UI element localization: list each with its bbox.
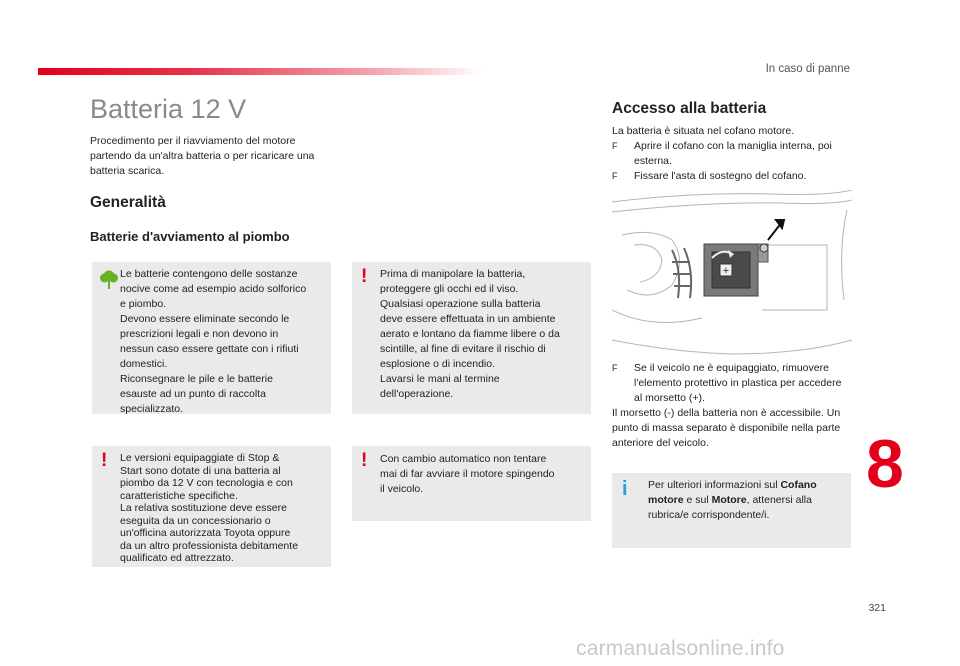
info-icon: i bbox=[622, 478, 628, 500]
bullet-icon: F bbox=[612, 141, 618, 151]
intro-text: Procedimento per il riavviamento del motore partendo da un'altra batteria o per ricaricare una batteria scarica. bbox=[90, 135, 315, 177]
bullet-icon: F bbox=[612, 363, 618, 373]
header-accent-bar bbox=[38, 68, 483, 75]
recycle-icon bbox=[99, 267, 119, 291]
bullet-icon: F bbox=[612, 171, 618, 181]
page-number: 321 bbox=[868, 602, 886, 614]
plus-terminal-label: + bbox=[722, 265, 730, 277]
stopstart-note-text: Le versioni equipaggiate di Stop & Start sono dotate di una batteria al piombo da 12 V con tecnologia e con caratteristiche specifiche. La relativa sostituzione deve essere eseguita da un concessionario o un'officina autorizzata Toyota oppure da un altro professionista debitamente qualificato ed attrezzato. bbox=[120, 452, 299, 564]
recycle-note-text: Le batterie contengono delle sostanze nocive come ad esempio acido solforico e piombo. Devono essere eliminate secondo le prescrizioni legali e non devono in nessun caso essere gettate con i rifiuti domestici. Riconsegnare le pile e le batterie esauste ad un punto di raccolta specializzato. bbox=[120, 268, 307, 415]
step-open-bonnet bbox=[612, 139, 852, 169]
warning-icon: ! bbox=[361, 266, 368, 287]
step-open-bonnet-text: Aprire il cofano con la maniglia interna, poi esterna. bbox=[634, 140, 832, 167]
ground-point-note: Il morsetto (-) della batteria non è accessibile. Un punto di massa separato è disponibile nella parte anteriore del veicolo. bbox=[612, 407, 841, 449]
step-fix-rod bbox=[612, 169, 852, 184]
heading-generalita: Generalità bbox=[90, 194, 166, 211]
section-title: In caso di panne bbox=[765, 63, 850, 75]
battery-location-text: La batteria è situata nel cofano motore. bbox=[612, 125, 795, 137]
warning-icon: ! bbox=[361, 450, 368, 471]
terminal-instructions bbox=[612, 361, 852, 451]
info-box bbox=[612, 473, 851, 548]
automatic-gearbox-text: Con cambio automatico non tentare mai di far avviare il motore spingendo il veicolo. bbox=[380, 453, 555, 495]
automatic-gearbox-box bbox=[352, 446, 591, 521]
warning-icon: ! bbox=[101, 450, 108, 471]
chapter-number: 8 bbox=[866, 426, 904, 502]
page-title: Batteria 12 V bbox=[90, 94, 247, 124]
step-fix-rod-text: Fissare l'asta di sostegno del cofano. bbox=[634, 170, 807, 182]
engine-bay-illustration bbox=[612, 190, 852, 355]
recycle-note-box bbox=[92, 262, 331, 414]
step-remove-cover-text: Se il veicolo ne è equipaggiato, rimuovere l'elemento protettivo in plastica per accedere al morsetto (+). bbox=[634, 362, 842, 404]
stopstart-note-box bbox=[92, 446, 331, 567]
step-remove-cover bbox=[612, 361, 852, 406]
watermark: carmanualsonline.info bbox=[576, 637, 785, 660]
heading-accesso-batteria: Accesso alla batteria bbox=[612, 100, 767, 117]
info-text: Per ulteriori informazioni sul Cofano motore e sul Motore, attenersi alla rubrica/e corrispondente/i. bbox=[648, 479, 817, 521]
safety-warning-box bbox=[352, 262, 591, 414]
battery-access-steps bbox=[612, 124, 852, 184]
safety-warning-text: Prima di manipolare la batteria, proteggere gli occhi ed il viso. Qualsiasi operazione sulla batteria deve essere effettuata in un ambiente aerato e lontano da fiamme libere o da scintille, al fine di evitare il rischio di esplosione o di incendio. Lavarsi le mani al termine dell'operazione. bbox=[380, 268, 560, 400]
heading-batterie-piombo: Batterie d'avviamento al piombo bbox=[90, 229, 290, 244]
